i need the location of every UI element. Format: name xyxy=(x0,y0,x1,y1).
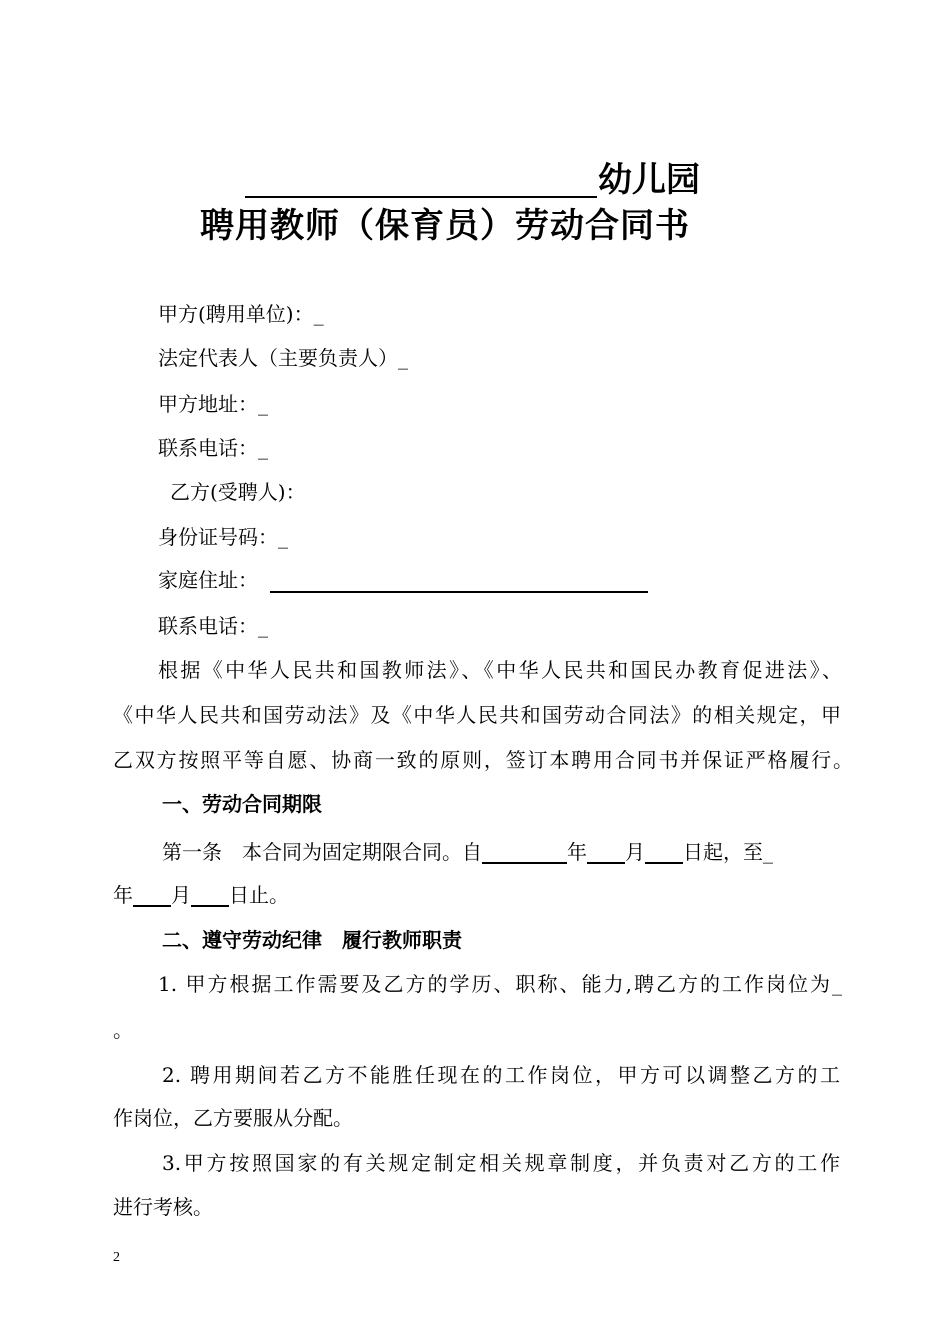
title-line2: 聘用教师（保育员）劳动合同书 xyxy=(200,206,690,246)
field-id-number: 身份证号码：_ xyxy=(158,525,288,549)
field-legal-rep: 法定代表人（主要负责人）_ xyxy=(158,346,408,370)
field-home-address: 家庭住址： xyxy=(158,568,258,592)
field-party-b-phone: 联系电话：_ xyxy=(158,614,268,638)
preamble-line-3: 乙双方按照平等自愿、协商一致的原则，签订本聘用合同书并保证严格履行。 xyxy=(113,748,853,772)
item-1-line-2: 。 xyxy=(113,1018,133,1042)
end-day-blank xyxy=(191,885,229,907)
item-2-line-1: 2. 聘用期间若乙方不能胜任现在的工作岗位，甲方可以调整乙方的工 xyxy=(162,1063,840,1087)
title-line1: 幼儿园 xyxy=(598,160,700,200)
day-start-label: 日起，至_ xyxy=(683,840,773,864)
kindergarten-name-blank xyxy=(245,196,597,198)
article-1-line-2 xyxy=(113,883,289,907)
field-party-a: 甲方(聘用单位)：_ xyxy=(158,302,324,326)
item-1-line-1: 1. 甲方根据工作需要及乙方的学历、职称、能力,聘乙方的工作岗位为_ xyxy=(158,972,842,996)
item-3-line-2: 进行考核。 xyxy=(113,1195,213,1219)
end-month-label: 月 xyxy=(171,883,191,907)
month-label: 月 xyxy=(625,840,645,864)
item-2-line-2: 作岗位，乙方要服从分配。 xyxy=(113,1106,353,1130)
day-end-label: 日止。 xyxy=(229,883,289,907)
section2-heading: 二、遵守劳动纪律 履行教师职责 xyxy=(162,928,462,952)
preamble-line-2: 《中华人民共和国劳动法》及《中华人民共和国劳动合同法》的相关规定，甲 xyxy=(113,703,841,727)
year-label: 年 xyxy=(567,840,587,864)
field-party-b: 乙方(受聘人)： xyxy=(170,480,306,504)
end-year-label: 年 xyxy=(113,883,133,907)
article-1-line-1 xyxy=(162,840,773,864)
article-1-text: 第一条 本合同为固定期限合同。自 xyxy=(162,840,482,864)
field-party-a-address: 甲方地址：_ xyxy=(158,392,268,416)
start-year-blank xyxy=(482,842,567,864)
preamble-line-1: 根据《中华人民共和国教师法》、《中华人民共和国民办教育促进法》、 xyxy=(158,658,842,682)
home-address-blank xyxy=(270,591,648,593)
end-month-blank xyxy=(133,885,171,907)
start-month-blank xyxy=(587,842,625,864)
field-party-a-phone: 联系电话：_ xyxy=(158,436,268,460)
item-3-line-1: 3.甲方按照国家的有关规定制定相关规章制度，并负责对乙方的工作 xyxy=(162,1151,840,1175)
start-day-blank xyxy=(645,842,683,864)
section1-heading: 一、劳动合同期限 xyxy=(162,792,322,816)
page-number: 2 xyxy=(113,1250,120,1265)
